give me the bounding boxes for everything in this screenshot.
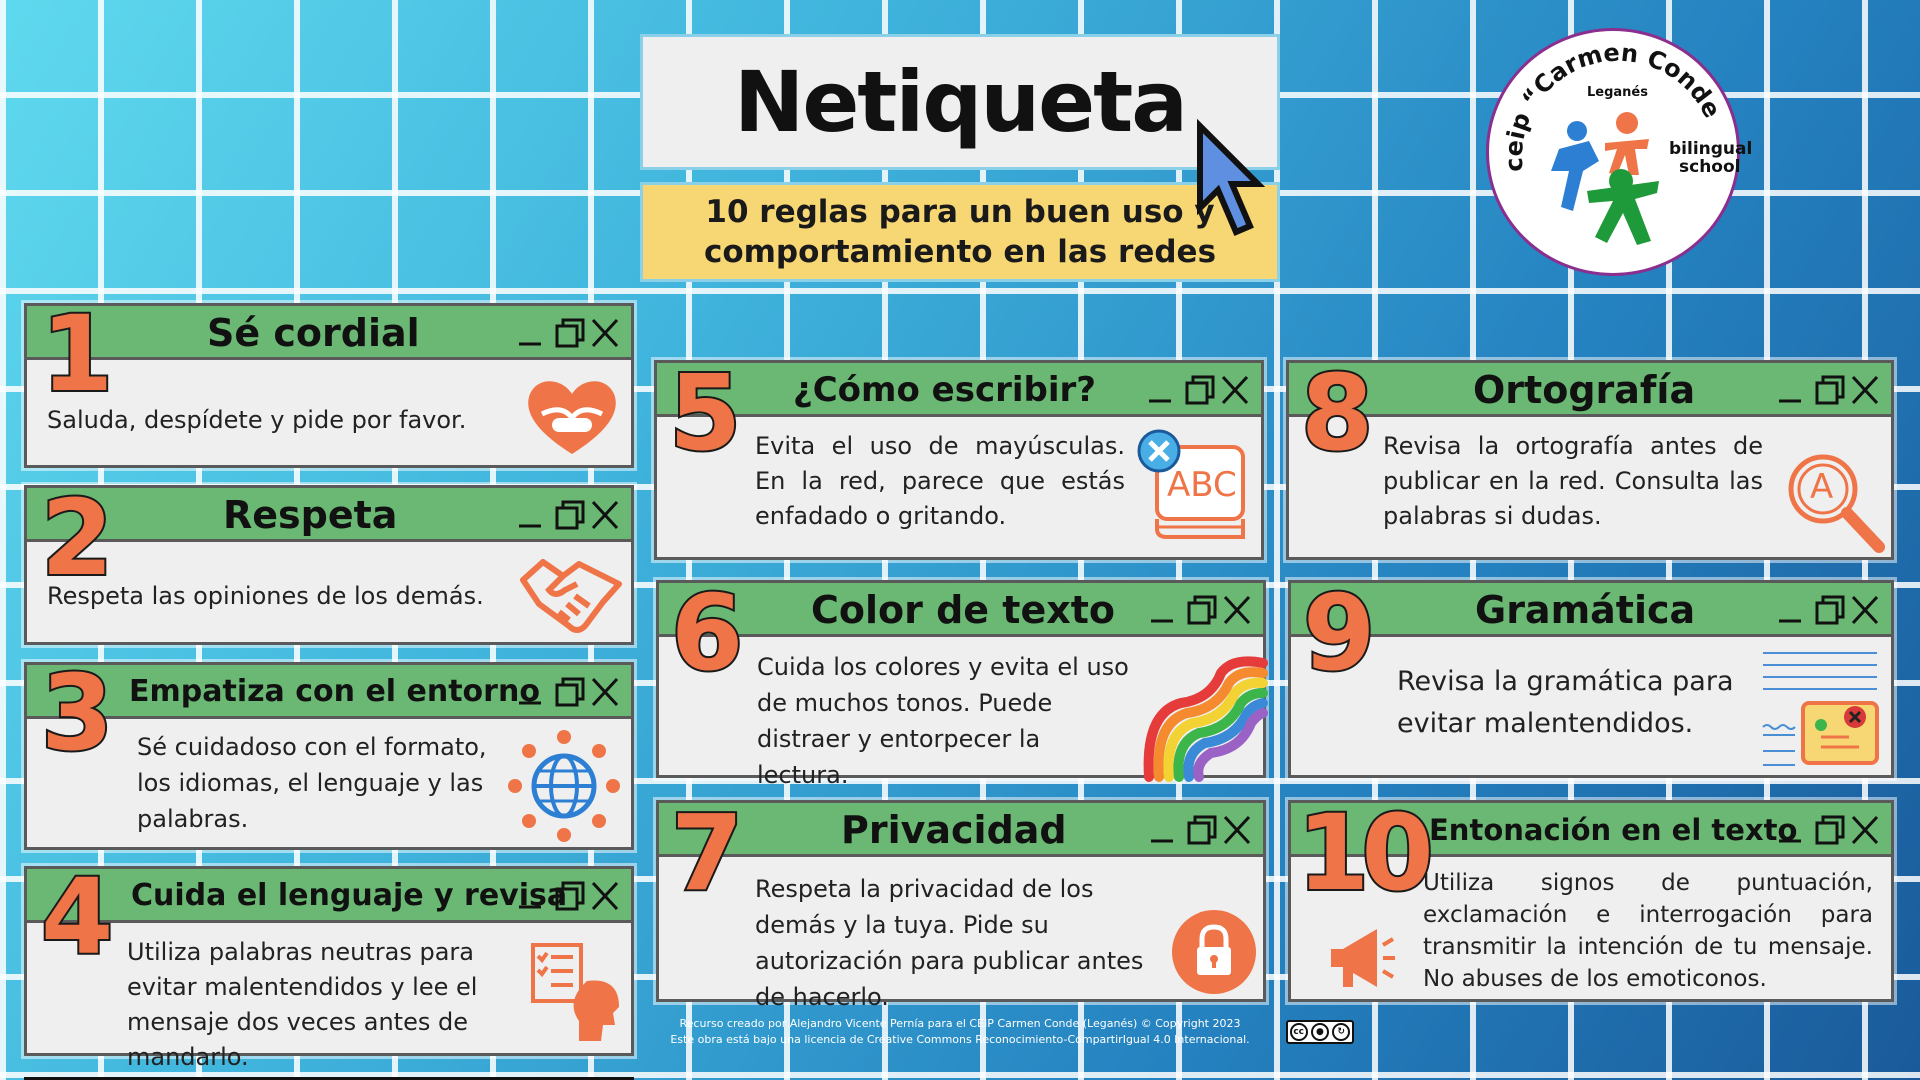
rule-number-1: 1 [41,293,114,415]
rule-header-7 [659,803,1263,857]
rule-window-4 [24,856,634,1071]
credits-line-1: Recurso creado por Alejandro Vicente Pernía para el CEIP Carmen Conde (Leganés) © Copyright 2023 [679,1017,1241,1030]
grammar-document-icon [1759,647,1881,771]
rule-text-9: Revisa la gramática para evitar malentendidos. [1397,666,1734,739]
rule-text-2: Respeta las opiniones de los demás. [47,582,484,610]
school-logo [1486,28,1753,276]
spelling-magnifier-icon [1785,451,1885,555]
window-controls [1145,593,1255,627]
logo-arc-text: ceip “Carmen Conde [1499,38,1727,173]
rule-title-2: Respeta [223,493,398,537]
handshake-icon [519,550,623,638]
window-controls [1145,813,1255,847]
rule-number-8: 8 [1301,352,1374,474]
page-subtitle: 10 reglas para un buen uso y comportamiento en las redes [703,194,1217,270]
window-controls [1773,813,1883,847]
rule-text-1: Saluda, despídete y pide por favor. [47,406,467,434]
rule-title-10: Entonación en el texto [1429,813,1798,847]
rule-window-9 [1288,572,1894,778]
globe-people-icon [507,729,621,843]
rule-window-1 [24,293,634,468]
window-controls [513,316,623,350]
rule-title-4: Cuida el lenguaje y revisa [131,878,568,913]
rule-header-9 [1291,583,1891,637]
rule-header-8 [1289,363,1891,417]
rule-title-6: Color de texto [811,588,1116,632]
rule-number-7: 7 [671,792,744,914]
checklist-head-icon [529,941,623,1045]
window-controls [513,879,623,913]
rule-text-4: Utiliza palabras neutras para evitar malentendidos y lee el mensaje dos veces antes de mandarlo. [127,938,478,1071]
rule-title-1: Sé cordial [207,311,420,355]
window-controls [1773,373,1883,407]
cc-icon: cc [1290,1023,1308,1041]
rule-number-3: 3 [41,652,114,774]
rule-header-6 [659,583,1263,637]
rule-header-5 [657,363,1261,417]
rule-header-3 [27,665,631,719]
rule-header-1 [27,306,631,360]
rule-window-7 [656,792,1266,1011]
heart-hug-icon [522,374,622,460]
rule-number-4: 4 [41,856,114,978]
rule-text-3: Sé cuidadoso con el formato, los idiomas, el lenguaje y las palabras. [137,733,487,833]
rule-window-5 [654,352,1264,560]
subtitle-box [640,182,1280,282]
logo-tag-line1: bilingual [1669,139,1753,159]
logo-city: Leganés [1587,85,1648,100]
mouse-pointer-icon [1196,122,1266,240]
rule-text-10: Utiliza signos de puntuación, exclamación e interrogación para transmitir la intención de tu mensaje. No abuses de los emoticonos. [1423,870,1873,992]
rule-header-4 [27,869,631,923]
abc-icon-label: ABC [1167,465,1237,505]
rule-window-10 [1288,792,1894,1002]
rule-window-6 [656,572,1266,789]
rule-header-2 [27,488,631,542]
rule-text-8: Revisa la ortografía antes de publicar en la red. Consulta las palabras si dudas. [1383,432,1763,530]
lock-icon [1171,909,1257,995]
rule-text-6: Cuida los colores y evita el uso de muchos tonos. Puede distraer y entorpecer la lectura. [757,653,1129,789]
spelling-icon-letter: A [1810,467,1834,507]
rule-text-7: Respeta la privacidad de los demás y la tuya. Pide su autorización para publicar antes de hacerlo. [755,875,1144,1011]
rule-number-6: 6 [671,572,744,694]
rule-title-3: Empatiza con el entorno [129,674,540,709]
page-title: Netiqueta [734,53,1186,151]
by-icon: ● [1311,1023,1329,1041]
rule-number-9: 9 [1303,572,1376,694]
creative-commons-badge[interactable] [1286,1020,1354,1044]
window-controls [513,498,623,532]
rule-number-5: 5 [669,352,742,474]
megaphone-icon [1325,919,1395,995]
rule-title-5: ¿Cómo escribir? [793,370,1097,410]
rule-window-2 [24,477,634,645]
rule-window-8 [1286,352,1894,560]
abc-cancel-icon [1137,427,1249,543]
rainbow-icon [1141,653,1263,777]
credits-line-2: Este obra está bajo una licencia de Creative Commons Reconocimiento-CompartirIgual 4.0 Internacional. [670,1033,1250,1046]
rule-title-7: Privacidad [841,808,1067,852]
window-controls [1143,373,1253,407]
window-controls [1773,593,1883,627]
rule-number-10: 10 [1297,792,1426,914]
rule-title-8: Ortografía [1473,368,1696,412]
rule-window-3 [24,652,634,850]
window-controls [513,675,623,709]
credits [650,1016,1270,1048]
rule-number-2: 2 [41,477,114,599]
sa-icon: ↻ [1332,1023,1350,1041]
rule-title-9: Gramática [1475,588,1696,632]
rule-text-5: Evita el uso de mayúsculas. En la red, parece que estás enfadado o gritando. [755,432,1125,530]
title-box [640,34,1280,170]
logo-tag-line2: school [1679,157,1741,177]
